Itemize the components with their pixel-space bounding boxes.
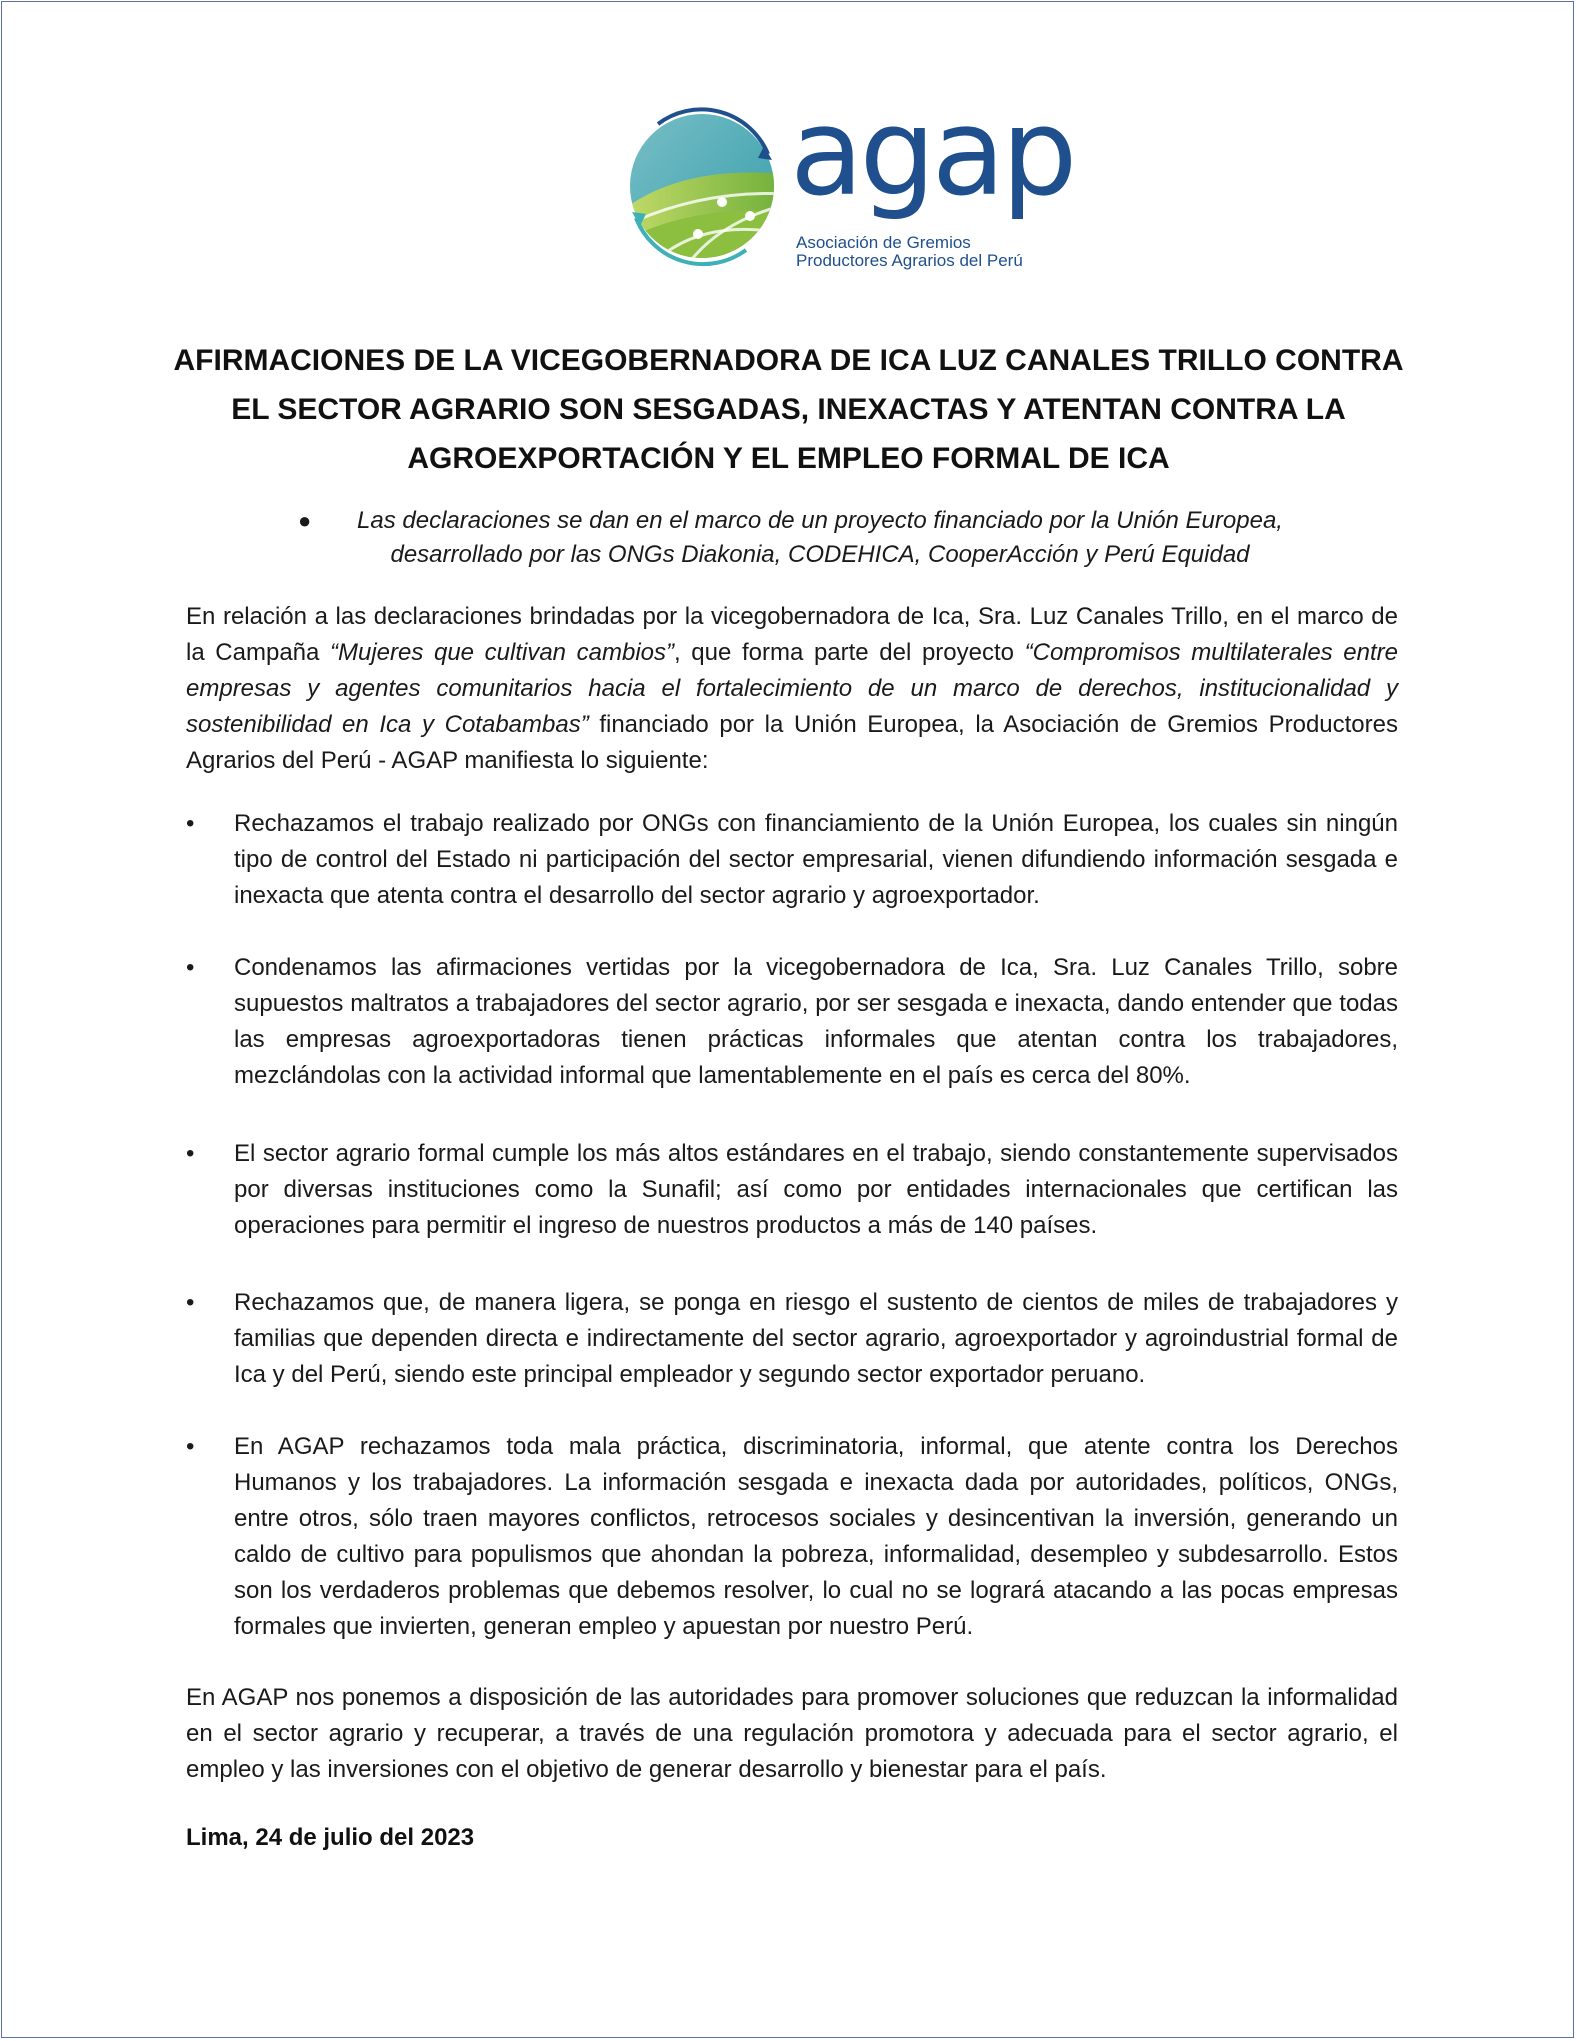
globe-logo-icon	[618, 94, 788, 280]
agap-logo	[618, 84, 1074, 280]
logo-tagline-line2: Productores Agrarios del Perú	[796, 251, 1023, 270]
bullet-marker: •	[186, 810, 195, 837]
list-item	[186, 806, 1398, 914]
intro-paragraph	[186, 599, 1398, 779]
list-item	[186, 1429, 1398, 1645]
list-item	[186, 950, 1398, 1094]
intro-part-3: financiado por la Unión Europea, la Asociación de Gremios Productores Agrarios del Perú - AGAP manifiesta lo siguiente:	[186, 711, 1398, 774]
bullet-marker: •	[186, 954, 195, 981]
bullet-text: Condenamos las afirmaciones vertidas por la vicegobernadora de Ica, Sra. Luz Canales Trillo, sobre supuestos maltratos a trabajadores del sector agrario, por ser sesgada e inexacta, dando entender que todas las empresas agroexportadoras tienen prácticas informales que atentan contra los trabajadores, mezclándolas con la actividad informal que lamentablemente en el país es cerca del 80%.	[234, 954, 1398, 1089]
intro-part-2: , que forma parte del proyecto	[674, 639, 1025, 666]
bullet-text: En AGAP rechazamos toda mala práctica, discriminatoria, informal, que atente contra los Derechos Humanos y los trabajadores. La información sesgada e inexacta dada por autoridades, políticos, ONGs, entre otros, sólo traen mayores conflictos, retrocesos sociales y desincentivan la inversión, generando un caldo de cultivo para populismos que ahondan la pobreza, informalidad, desempleo y subdesarrollo. Estos son los verdaderos problemas que debemos resolver, lo cual no se logrará atacando a las pocas empresas formales que invierten, generan empleo y apuestan por nuestro Perú.	[234, 1433, 1398, 1640]
title-line-3: AGROEXPORTACIÓN Y EL EMPLEO FORMAL DE ICA	[407, 442, 1170, 475]
bullet-text: Rechazamos que, de manera ligera, se ponga en riesgo el sustento de cientos de miles de trabajadores y familias que dependen directa e indirectamente del sector agrario, agroexportador y agroindustrial formal de Ica y del Perú, siendo este principal empleador y segundo sector exportador peruano.	[234, 1289, 1398, 1388]
list-item	[186, 1136, 1398, 1244]
title-line-2: EL SECTOR AGRARIO SON SESGADAS, INEXACTAS Y ATENTAN CONTRA LA	[231, 393, 1346, 426]
closing-paragraph: En AGAP nos ponemos a disposición de las autoridades para promover soluciones que reduzcan la informalidad en el sector agrario y recuperar, a través de una regulación promotora y adecuada para el sector agrario, el empleo y las inversiones con el objetivo de generar desarrollo y bienestar para el país.	[186, 1684, 1398, 1783]
intro-campaign: “Mujeres que cultivan cambios”	[330, 639, 675, 666]
date-signoff: Lima, 24 de julio del 2023	[186, 1824, 475, 1851]
logo-tagline	[796, 234, 1023, 270]
subtitle-line-2: desarrollado por las ONGs Diakonia, CODEHICA, CooperAcción y Perú Equidad	[390, 541, 1250, 568]
logo-wordmark: agap	[790, 84, 1074, 223]
list-item	[186, 1285, 1398, 1393]
title-line-1: AFIRMACIONES DE LA VICEGOBERNADORA DE ICA LUZ CANALES TRILLO CONTRA	[173, 344, 1404, 377]
bullet-marker: •	[186, 1140, 195, 1167]
document-title	[150, 336, 1427, 483]
subtitle-line-1: Las declaraciones se dan en el marco de un proyecto financiado por la Unión Europea,	[357, 507, 1283, 534]
subtitle-bullet: ●	[298, 508, 312, 533]
intro-part-1: En relación a las declaraciones brindadas por la vicegobernadora de Ica, Sra. Luz Canales Trillo, en el marco de la Campaña	[186, 603, 1398, 666]
bullet-marker: •	[186, 1433, 195, 1460]
bullet-text: Rechazamos el trabajo realizado por ONGs con financiamiento de la Unión Europea, los cuales sin ningún tipo de control del Estado ni participación del sector empresarial, vienen difundiendo información sesgada e inexacta que atenta contra el desarrollo del sector agrario y agroexportador.	[234, 810, 1398, 909]
intro-project: “Compromisos multilaterales entre empresas y agentes comunitarios hacia el fortalecimiento de un marco de derechos, institucionalidad y sostenibilidad en Ica y Cotabambas”	[186, 639, 1398, 738]
bullet-text: El sector agrario formal cumple los más altos estándares en el trabajo, siendo constantemente supervisados por diversas instituciones como la Sunafil; así como por entidades internacionales que certifican las operaciones para permitir el ingreso de nuestros productos a más de 140 países.	[234, 1140, 1398, 1239]
subtitle	[290, 504, 1350, 572]
logo-tagline-line1: Asociación de Gremios	[796, 233, 971, 252]
bullet-marker: •	[186, 1289, 195, 1316]
